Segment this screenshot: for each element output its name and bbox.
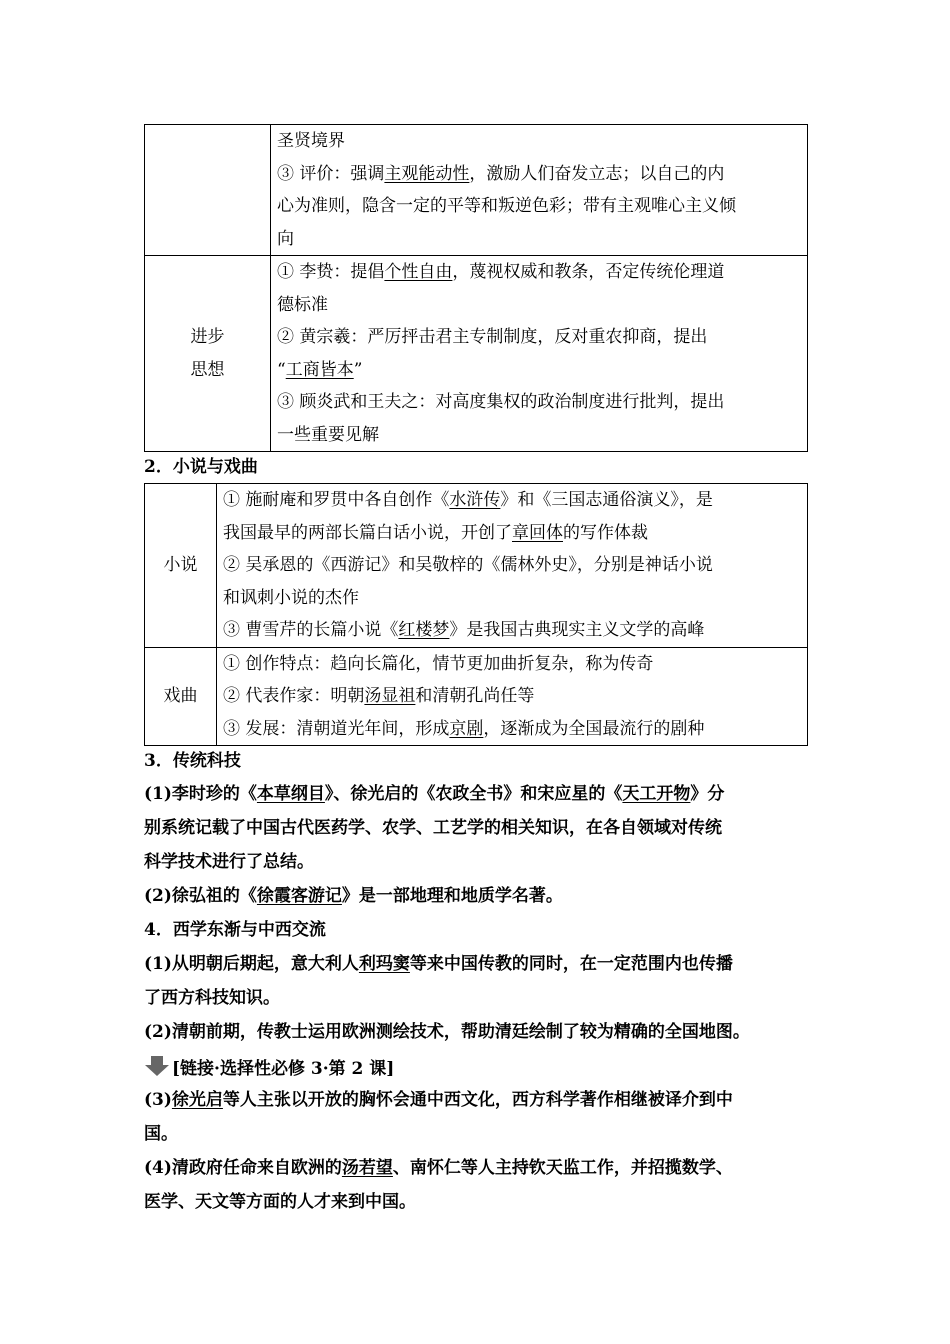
text-line: ① 创作特点：趋向长篇化，情节更加曲折复杂，称为传奇 bbox=[223, 653, 654, 674]
paragraph bbox=[144, 1015, 807, 1049]
text-line: ③ 曹雪芹的长篇小说《红楼梦》是我国古典现实主义文学的高峰 bbox=[223, 620, 705, 640]
document-page bbox=[144, 124, 807, 1219]
label-cell: 进步 思想 bbox=[145, 256, 271, 452]
literature-table bbox=[144, 483, 808, 746]
text-line: 医学、天文等方面的人才来到中国。 bbox=[144, 1192, 416, 1212]
paragraph bbox=[144, 777, 807, 879]
text-line: 圣贤境界 bbox=[277, 131, 345, 151]
text-line: ② 吴承恩的《西游记》和吴敬梓的《儒林外史》，分别是神话小说 bbox=[223, 555, 713, 575]
section-heading: 2．小说与戏曲 bbox=[144, 457, 258, 477]
text-line: (2)徐弘祖的《徐霞客游记》是一部地理和地质学名著。 bbox=[144, 886, 563, 906]
text-line: ② 黄宗羲：严厉抨击君主专制制度，反对重农抑商，提出 bbox=[277, 327, 708, 347]
paragraph bbox=[144, 1151, 807, 1219]
text-line: (2)清朝前期，传教士运用欧洲测绘技术，帮助清廷绘制了较为精确的全国地图。 bbox=[144, 1022, 750, 1042]
text-line: ① 李贽：提倡个性自由，蔑视权威和教条，否定传统伦理道 bbox=[277, 262, 725, 282]
table-row bbox=[145, 125, 808, 256]
text-line: (3)徐光启等人主张以开放的胸怀会通中西文化，西方科学著作相继被译介到中 bbox=[144, 1090, 733, 1110]
section-heading: 4．西学东渐与中西交流 bbox=[144, 920, 326, 940]
text-line: 了西方科技知识。 bbox=[144, 988, 280, 1008]
table-row bbox=[145, 647, 808, 746]
content-cell bbox=[271, 125, 808, 256]
text-line: 科学技术进行了总结。 bbox=[144, 852, 314, 872]
cross-reference bbox=[144, 1049, 807, 1083]
text-line: ① 施耐庵和罗贯中各自创作《水浒传》和《三国志通俗演义》，是 bbox=[223, 490, 713, 510]
text-line: 心为准则，隐含一定的平等和叛逆色彩；带有主观唯心主义倾 bbox=[277, 196, 736, 216]
text-line: 一些重要见解 bbox=[277, 424, 379, 445]
text-line: 向 bbox=[277, 228, 294, 249]
paragraph bbox=[144, 947, 807, 1015]
arrow-down-icon bbox=[144, 1055, 170, 1077]
table-row bbox=[145, 256, 808, 452]
label-cell: 戏曲 bbox=[145, 647, 217, 746]
text-line: ③ 发展：清朝道光年间，形成京剧，逐渐成为全国最流行的剧种 bbox=[223, 718, 705, 739]
link-text: [链接·选择性必修 3·第 2 课] bbox=[172, 1058, 395, 1079]
text-line: ③ 评价：强调主观能动性，激励人们奋发立志；以自己的内 bbox=[277, 163, 725, 184]
thought-table bbox=[144, 124, 808, 452]
text-line: (4)清政府任命来自欧洲的汤若望、南怀仁等人主持钦天监工作，并招揽数学、 bbox=[144, 1158, 733, 1178]
paragraph bbox=[144, 1083, 807, 1151]
label-cell: 小说 bbox=[145, 484, 217, 648]
section-heading: 3．传统科技 bbox=[144, 751, 241, 771]
text-line: 别系统记载了中国古代医药学、农学、工艺学的相关知识，在各自领域对传统 bbox=[144, 818, 722, 838]
content-cell bbox=[271, 256, 808, 452]
text-line: (1)李时珍的《本草纲目》、徐光启的《农政全书》和宋应星的《天工开物》分 bbox=[144, 784, 725, 804]
text-line: ③ 顾炎武和王夫之：对高度集权的政治制度进行批判，提出 bbox=[277, 392, 725, 412]
text-line: 国。 bbox=[144, 1124, 178, 1144]
text-line: 我国最早的两部长篇白话小说，开创了章回体的写作体裁 bbox=[223, 522, 648, 543]
paragraph bbox=[144, 879, 807, 913]
text-line: 和讽刺小说的杰作 bbox=[223, 587, 359, 608]
content-cell bbox=[217, 484, 808, 648]
text-line: “工商皆本” bbox=[277, 359, 363, 380]
text-line: (1)从明朝后期起，意大利人利玛窦等来中国传教的同时，在一定范围内也传播 bbox=[144, 954, 733, 974]
text-line: 德标准 bbox=[277, 294, 328, 315]
table-row bbox=[145, 484, 808, 648]
content-cell bbox=[217, 647, 808, 746]
empty-label-cell bbox=[145, 125, 271, 256]
text-line: ② 代表作家：明朝汤显祖和清朝孔尚任等 bbox=[223, 686, 535, 706]
